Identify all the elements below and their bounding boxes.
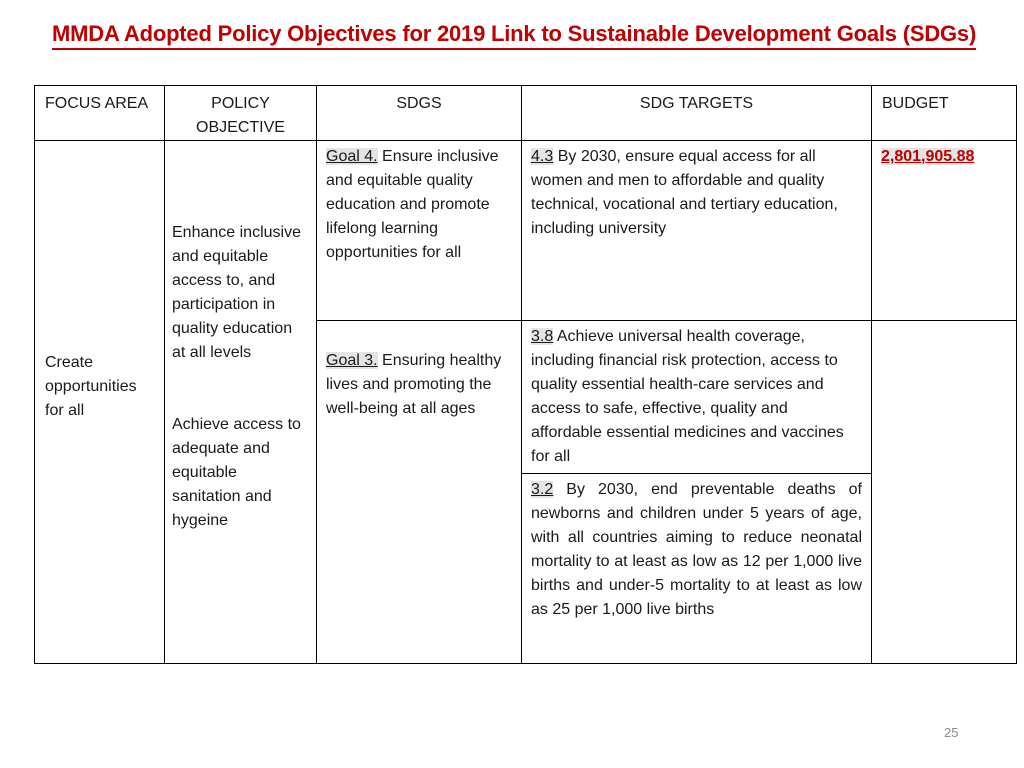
goal-3-cell [317,321,522,664]
budget-cell [872,141,1017,321]
target-4-3-text: By 2030, ensure equal access for all women and men to affordable and quality technical, vocational and tertiary education, including university [531,148,838,237]
header-sdg-targets: SDG TARGETS [522,86,872,141]
goal-3-link[interactable]: Goal 3. [326,352,378,369]
goal-4-link[interactable]: Goal 4. [326,148,378,165]
goal-4-text: Ensure inclusive and equitable quality education and promote lifelong learning opportunities for all [326,148,499,261]
focus-area-text: Create opportunities for all [45,354,137,419]
target-3-2-link[interactable]: 3.2 [531,481,554,498]
target-4-3-cell [522,141,872,321]
header-budget: BUDGET [872,86,1017,141]
target-3-8-text: Achieve universal health coverage, including financial risk protection, access to quality essential health-care services and access to safe, effective, quality and affordable essential medicines and vaccines for all [531,328,844,465]
policy-objective-1: Enhance inclusive and equitable access to, and participation in quality education at all levels [172,224,301,361]
header-row [35,86,1017,141]
goal-4-cell [317,141,522,321]
policy-objective-2: Achieve access to adequate and equitable sanitation and hygeine [172,416,301,529]
sdg-table [34,85,1017,664]
budget-empty-cell [872,321,1017,664]
slide-title: MMDA Adopted Policy Objectives for 2019 Link to Sustainable Development Goals (SDGs) [52,21,976,50]
header-sdgs: SDGS [317,86,522,141]
target-4-3-link[interactable]: 4.3 [531,148,554,165]
target-3-8-link[interactable]: 3.8 [531,328,554,345]
policy-objective-cell [165,141,317,664]
target-3-2-text: By 2030, end preventable deaths of newborns and children under 5 years of age, with all countries aiming to reduce neonatal mortality to at least as low as 12 per 1,000 live births and under-5 mortality to at least as low as 25 per 1,000 live births [531,481,862,618]
budget-value[interactable]: 2,801,905.88 [881,148,975,165]
goal-3-text: Ensuring healthy lives and promoting the well-being at all ages [326,352,502,417]
target-3-2-cell [522,474,872,664]
table-row [35,141,1017,321]
header-policy-objective: POLICY OBJECTIVE [165,86,317,141]
focus-area-cell [35,141,165,664]
page-number: 25 [944,725,959,740]
header-focus-area: FOCUS AREA [35,86,165,141]
target-3-8-cell [522,321,872,474]
